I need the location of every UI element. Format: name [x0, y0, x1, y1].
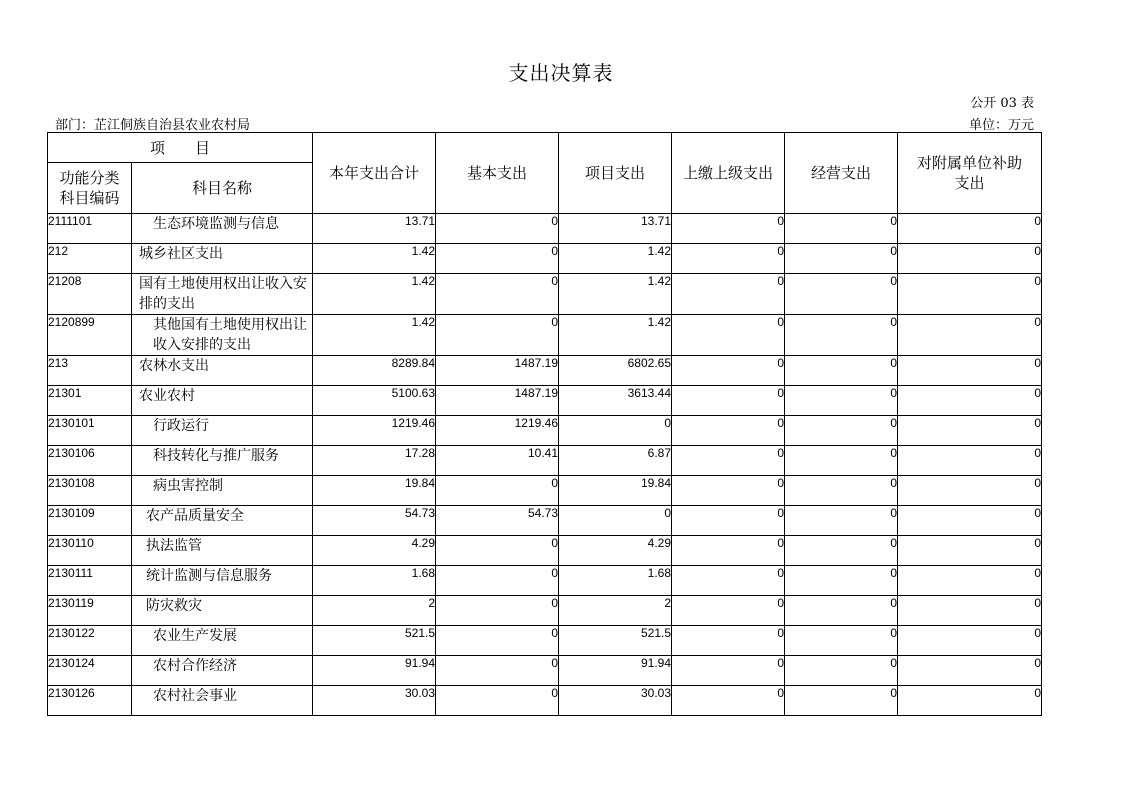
cell-subsidy: 0 [898, 536, 1042, 566]
cell-code: 2130110 [48, 536, 132, 566]
cell-name: 城乡社区支出 [132, 244, 313, 274]
cell-code: 2130119 [48, 596, 132, 626]
cell-upper: 0 [672, 686, 785, 716]
table-row [48, 686, 1042, 716]
cell-upper: 0 [672, 566, 785, 596]
cell-name: 病虫害控制 [132, 476, 313, 506]
cell-business: 0 [785, 476, 898, 506]
cell-basic: 0 [436, 274, 559, 315]
cell-name: 农村合作经济 [132, 656, 313, 686]
cell-name: 执法监管 [132, 536, 313, 566]
cell-basic: 10.41 [436, 446, 559, 476]
cell-total: 1.42 [313, 315, 436, 356]
cell-business: 0 [785, 536, 898, 566]
cell-code: 2130124 [48, 656, 132, 686]
page-title: 支出决算表 [508, 61, 614, 85]
cell-project: 1.42 [559, 274, 672, 315]
table-row [48, 446, 1042, 476]
table-row [48, 566, 1042, 596]
cell-business: 0 [785, 416, 898, 446]
cell-project: 6802.65 [559, 356, 672, 386]
cell-upper: 0 [672, 536, 785, 566]
cell-name: 防灾救灾 [132, 596, 313, 626]
cell-name: 农林水支出 [132, 356, 313, 386]
table-row [48, 476, 1042, 506]
cell-subsidy: 0 [898, 244, 1042, 274]
cell-subsidy: 0 [898, 274, 1042, 315]
cell-name: 国有土地使用权出让收入安排的支出 [132, 274, 313, 315]
cell-code: 2130106 [48, 446, 132, 476]
cell-basic: 0 [436, 244, 559, 274]
cell-subsidy: 0 [898, 506, 1042, 536]
cell-project: 4.29 [559, 536, 672, 566]
cell-business: 0 [785, 244, 898, 274]
cell-name: 统计监测与信息服务 [132, 566, 313, 596]
cell-business: 0 [785, 596, 898, 626]
cell-upper: 0 [672, 596, 785, 626]
table-row [48, 626, 1042, 656]
header-upper: 上缴上级支出 [672, 133, 785, 214]
cell-name: 农业生产发展 [132, 626, 313, 656]
cell-total: 54.73 [313, 506, 436, 536]
header-subsidy: 对附属单位补助支出 [898, 133, 1042, 214]
cell-upper: 0 [672, 626, 785, 656]
cell-basic: 0 [436, 214, 559, 244]
expenditure-table [47, 132, 1042, 716]
cell-total: 91.94 [313, 656, 436, 686]
cell-name: 科技转化与推广服务 [132, 446, 313, 476]
header-project: 项目支出 [559, 133, 672, 214]
cell-upper: 0 [672, 356, 785, 386]
cell-project: 13.71 [559, 214, 672, 244]
cell-subsidy: 0 [898, 416, 1042, 446]
cell-code: 2111101 [48, 214, 132, 244]
cell-subsidy: 0 [898, 626, 1042, 656]
cell-business: 0 [785, 274, 898, 315]
cell-upper: 0 [672, 656, 785, 686]
cell-project: 19.84 [559, 476, 672, 506]
cell-business: 0 [785, 446, 898, 476]
header-name: 科目名称 [132, 163, 313, 214]
cell-name: 农业农村 [132, 386, 313, 416]
table-row [48, 416, 1042, 446]
cell-business: 0 [785, 656, 898, 686]
cell-name: 农产品质量安全 [132, 506, 313, 536]
cell-business: 0 [785, 386, 898, 416]
table-row [48, 656, 1042, 686]
header-item-group: 项 目 [48, 133, 313, 163]
cell-name: 生态环境监测与信息 [132, 214, 313, 244]
cell-subsidy: 0 [898, 214, 1042, 244]
cell-subsidy: 0 [898, 446, 1042, 476]
cell-code: 2130101 [48, 416, 132, 446]
cell-code: 2130126 [48, 686, 132, 716]
cell-upper: 0 [672, 214, 785, 244]
cell-project: 1.42 [559, 315, 672, 356]
form-number: 公开 03 表 [970, 96, 1034, 111]
cell-subsidy: 0 [898, 315, 1042, 356]
header-code: 功能分类科目编码 [48, 163, 132, 214]
cell-code: 2130111 [48, 566, 132, 596]
cell-total: 19.84 [313, 476, 436, 506]
cell-total: 521.5 [313, 626, 436, 656]
cell-project: 3613.44 [559, 386, 672, 416]
cell-subsidy: 0 [898, 476, 1042, 506]
cell-basic: 0 [436, 566, 559, 596]
cell-basic: 1219.46 [436, 416, 559, 446]
cell-upper: 0 [672, 244, 785, 274]
cell-upper: 0 [672, 416, 785, 446]
cell-upper: 0 [672, 386, 785, 416]
cell-code: 21208 [48, 274, 132, 315]
cell-total: 13.71 [313, 214, 436, 244]
cell-basic: 0 [436, 536, 559, 566]
cell-total: 5100.63 [313, 386, 436, 416]
cell-basic: 0 [436, 686, 559, 716]
cell-code: 212 [48, 244, 132, 274]
cell-total: 8289.84 [313, 356, 436, 386]
cell-project: 1.42 [559, 244, 672, 274]
cell-upper: 0 [672, 476, 785, 506]
cell-total: 1219.46 [313, 416, 436, 446]
table-row [48, 244, 1042, 274]
table-row [48, 214, 1042, 244]
cell-basic: 0 [436, 315, 559, 356]
header-business: 经营支出 [785, 133, 898, 214]
cell-subsidy: 0 [898, 566, 1042, 596]
table-row [48, 536, 1042, 566]
table-row [48, 315, 1042, 356]
cell-basic: 54.73 [436, 506, 559, 536]
cell-name: 其他国有土地使用权出让收入安排的支出 [132, 315, 313, 356]
cell-business: 0 [785, 356, 898, 386]
cell-code: 2130122 [48, 626, 132, 656]
cell-basic: 1487.19 [436, 386, 559, 416]
cell-basic: 0 [436, 656, 559, 686]
cell-code: 213 [48, 356, 132, 386]
cell-total: 1.68 [313, 566, 436, 596]
cell-business: 0 [785, 315, 898, 356]
cell-code: 2130108 [48, 476, 132, 506]
cell-project: 521.5 [559, 626, 672, 656]
cell-upper: 0 [672, 315, 785, 356]
table-row [48, 506, 1042, 536]
cell-project: 6.87 [559, 446, 672, 476]
unit-label: 单位：万元 [968, 118, 1034, 133]
cell-project: 1.68 [559, 566, 672, 596]
cell-code: 2120899 [48, 315, 132, 356]
cell-total: 17.28 [313, 446, 436, 476]
cell-subsidy: 0 [898, 596, 1042, 626]
cell-business: 0 [785, 626, 898, 656]
cell-name: 行政运行 [132, 416, 313, 446]
department-label: 部门：芷江侗族自治县农业农村局 [55, 118, 251, 133]
cell-total: 1.42 [313, 244, 436, 274]
table-row [48, 386, 1042, 416]
table-row [48, 596, 1042, 626]
cell-project: 91.94 [559, 656, 672, 686]
cell-subsidy: 0 [898, 386, 1042, 416]
cell-upper: 0 [672, 506, 785, 536]
cell-upper: 0 [672, 274, 785, 315]
cell-business: 0 [785, 506, 898, 536]
header-total: 本年支出合计 [313, 133, 436, 214]
cell-subsidy: 0 [898, 656, 1042, 686]
cell-basic: 0 [436, 596, 559, 626]
cell-total: 2 [313, 596, 436, 626]
cell-basic: 0 [436, 626, 559, 656]
table-body [48, 214, 1042, 716]
cell-business: 0 [785, 214, 898, 244]
cell-upper: 0 [672, 446, 785, 476]
cell-total: 4.29 [313, 536, 436, 566]
cell-name: 农村社会事业 [132, 686, 313, 716]
cell-basic: 1487.19 [436, 356, 559, 386]
cell-project: 30.03 [559, 686, 672, 716]
cell-subsidy: 0 [898, 356, 1042, 386]
header-basic: 基本支出 [436, 133, 559, 214]
cell-code: 2130109 [48, 506, 132, 536]
cell-business: 0 [785, 686, 898, 716]
table-row [48, 274, 1042, 315]
table-row [48, 356, 1042, 386]
cell-subsidy: 0 [898, 686, 1042, 716]
cell-total: 30.03 [313, 686, 436, 716]
cell-project: 0 [559, 506, 672, 536]
cell-total: 1.42 [313, 274, 436, 315]
cell-project: 0 [559, 416, 672, 446]
cell-basic: 0 [436, 476, 559, 506]
cell-project: 2 [559, 596, 672, 626]
cell-business: 0 [785, 566, 898, 596]
cell-code: 21301 [48, 386, 132, 416]
